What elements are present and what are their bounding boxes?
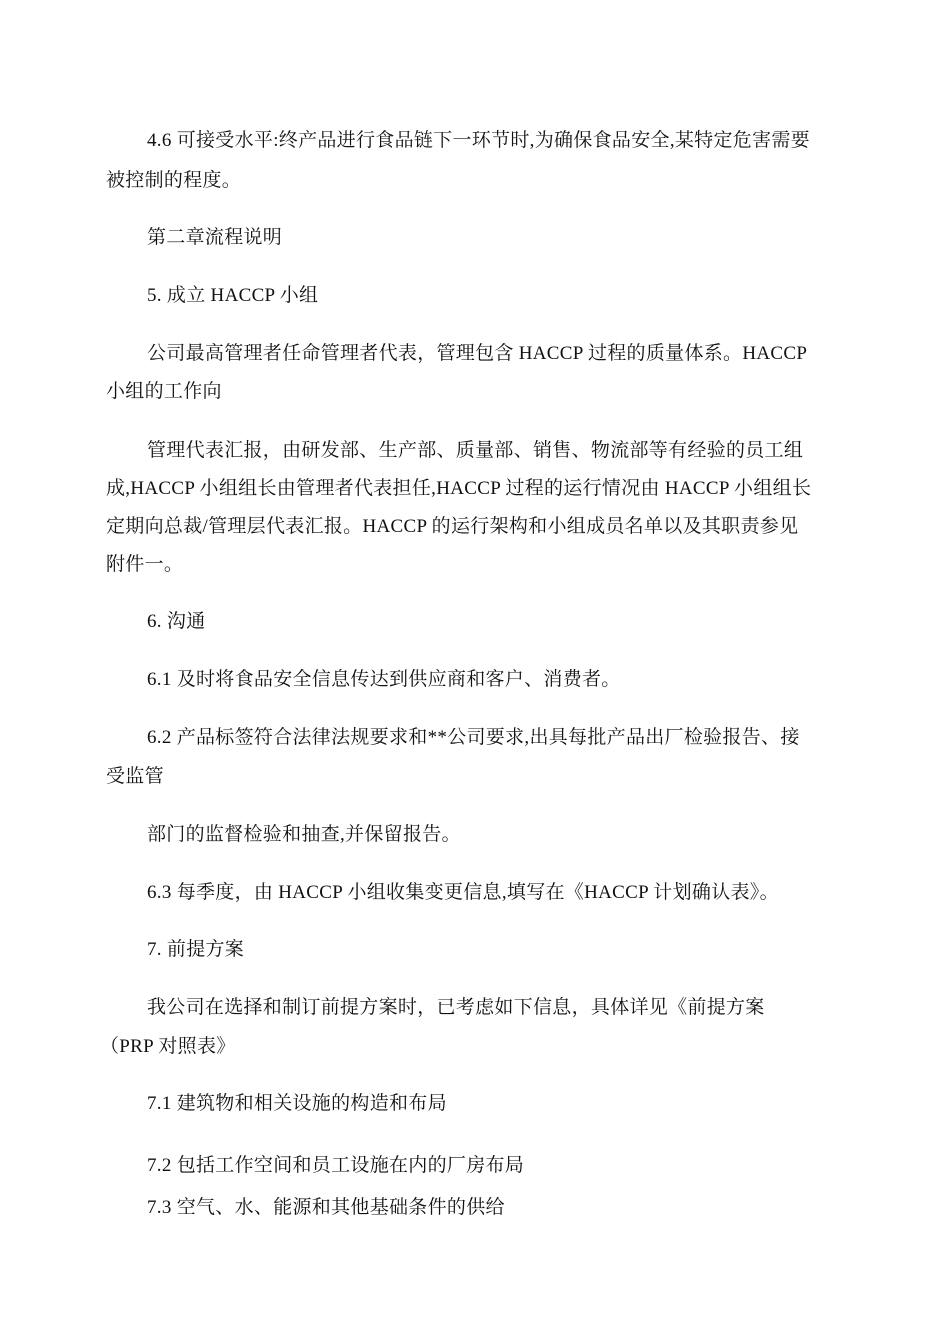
section-7-heading: 7. 前提方案 bbox=[147, 939, 245, 960]
paragraph-4-6-line-1: 4.6 可接受水平:终产品进行食品链下一环节时,为确保食品安全,某特定危害需要 bbox=[147, 130, 810, 151]
section-5-paragraph-2-line-3: 定期向总裁/管理层代表汇报。HACCP 的运行架构和小组成员名单以及其职责参见 bbox=[106, 516, 799, 537]
item-6-1: 6.1 及时将食品安全信息传达到供应商和客户、消费者。 bbox=[147, 669, 621, 690]
item-7-2: 7.2 包括工作空间和员工设施在内的厂房布局 bbox=[147, 1155, 525, 1176]
item-6-2-line-1: 6.2 产品标签符合法律法规要求和**公司要求,出具每批产品出厂检验报告、接 bbox=[147, 727, 800, 748]
item-7-3: 7.3 空气、水、能源和其他基础条件的供给 bbox=[147, 1197, 505, 1218]
section-7-paragraph-line-2: （PRP 对照表》 bbox=[100, 1036, 236, 1057]
section-5-heading: 5. 成立 HACCP 小组 bbox=[147, 285, 319, 306]
paragraph-4-6-line-2: 被控制的程度。 bbox=[106, 170, 242, 191]
chapter-2-heading: 第二章流程说明 bbox=[147, 227, 283, 248]
section-5-paragraph-line-2: 小组的工作向 bbox=[106, 381, 222, 402]
section-7-paragraph-line-1: 我公司在选择和制订前提方案时，已考虑如下信息，具体详见《前提方案 bbox=[147, 997, 765, 1018]
item-6-2-line-2: 受监管 bbox=[106, 766, 164, 787]
section-6-heading: 6. 沟通 bbox=[147, 611, 206, 632]
item-7-1: 7.1 建筑物和相关设施的构造和布局 bbox=[147, 1093, 447, 1114]
section-5-paragraph-2-line-4: 附件一。 bbox=[106, 554, 184, 575]
section-5-paragraph-line-1: 公司最高管理者任命管理者代表，管理包含 HACCP 过程的质量体系。HACCP bbox=[147, 343, 808, 364]
item-6-2-continuation: 部门的监督检验和抽查,并保留报告。 bbox=[147, 824, 461, 845]
section-5-paragraph-2-line-1: 管理代表汇报，由研发部、生产部、质量部、销售、物流部等有经验的员工组 bbox=[147, 440, 804, 461]
item-6-3: 6.3 每季度，由 HACCP 小组收集变更信息,填写在《HACCP 计划确认表》。 bbox=[147, 882, 779, 903]
section-5-paragraph-2-line-2: 成,HACCP 小组组长由管理者代表担任,HACCP 过程的运行情况由 HACCP 小组组长 bbox=[106, 478, 812, 499]
